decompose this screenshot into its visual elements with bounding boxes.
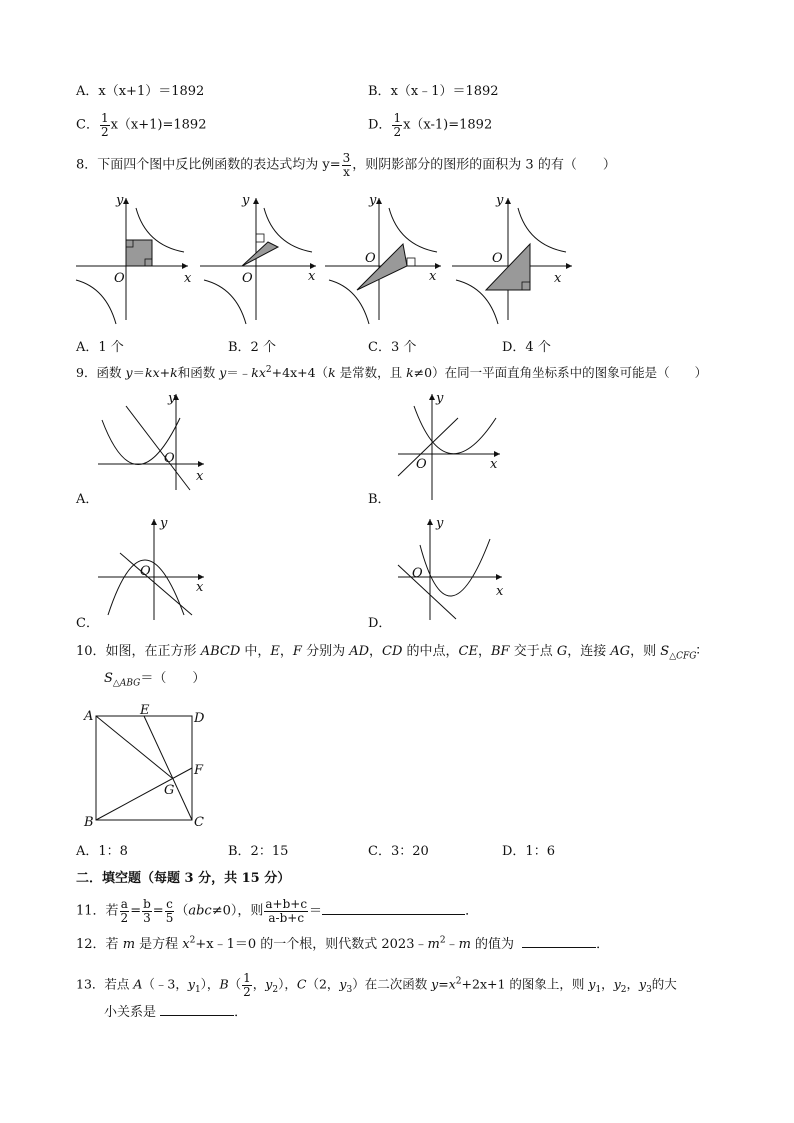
q8-g4-x-label: x bbox=[554, 271, 562, 286]
q7-option-d: D． $\frac{1}{2}$ x（x-1)=1892 bbox=[368, 111, 493, 139]
q9-ga-y-label: y bbox=[168, 391, 176, 406]
q9-gc-x-label: x bbox=[196, 580, 204, 595]
q9-gd-y-label: y bbox=[436, 516, 444, 531]
q13-stem-line2: 小关系是 ． bbox=[104, 1005, 248, 1020]
q8-option-a: A．1 个 bbox=[76, 340, 124, 355]
q10-square-figure bbox=[82, 702, 212, 832]
q9-ga-origin-label: O bbox=[164, 451, 175, 466]
q12-answer-blank[interactable] bbox=[522, 947, 596, 948]
q10-option-d: D．1：6 bbox=[502, 844, 555, 859]
q13-stem-line1: 13．若点 A（﹣3，$y_1$），B（ $\frac{1}{2}$ ，$y_2$），C（2，$y_3$）在二次函数 $y=x^2+2x+1$ 的图象上，则 $y_1$，$y_2$，$y_3$的大 bbox=[76, 971, 677, 999]
q7-option-b: B．x（x﹣1）＝1892 bbox=[368, 84, 499, 99]
q9-gb-x-label: x bbox=[490, 457, 498, 472]
q7-option-a: A．x（x+1）＝1892 bbox=[76, 84, 205, 99]
q13-answer-blank[interactable] bbox=[160, 1015, 234, 1016]
q8-g2-y-label: y bbox=[242, 193, 250, 208]
section-fill-in-title: 二．填空题（每题 3 分，共 15 分） bbox=[76, 871, 291, 886]
q10-option-b: B．2：15 bbox=[228, 844, 289, 859]
q8-g1-y-label: y bbox=[116, 193, 124, 208]
q9-ga-x-label: x bbox=[196, 469, 204, 484]
q8-graph-3 bbox=[325, 190, 450, 325]
q9-graph-d bbox=[396, 515, 516, 620]
q8-stem: 8．下面四个图中反比例函数的表达式均为 y= $\frac{3}{x}$ ，则阴影部分的图形的面积为 3 的有（ ） bbox=[76, 151, 616, 179]
q8-g4-y-label: y bbox=[496, 193, 504, 208]
q11-answer-blank[interactable] bbox=[322, 914, 465, 915]
q8-g3-origin-label: O bbox=[365, 251, 376, 266]
q9-label-d: D． bbox=[368, 616, 392, 631]
q8-option-c: C．3 个 bbox=[368, 340, 417, 355]
q10-option-c: C．3：20 bbox=[368, 844, 429, 859]
q10-point-a: A bbox=[84, 709, 94, 724]
q9-gb-origin-label: O bbox=[416, 457, 427, 472]
q10-point-b: B bbox=[84, 815, 94, 830]
q10-point-c: C bbox=[194, 815, 204, 830]
q8-graph-1 bbox=[76, 190, 196, 325]
q8-graph-2 bbox=[200, 190, 325, 325]
q8-g2-origin-label: O bbox=[242, 271, 253, 286]
q8-g4-origin-label: O bbox=[492, 251, 503, 266]
q9-gd-x-label: x bbox=[496, 584, 504, 599]
q9-gc-y-label: y bbox=[160, 516, 168, 531]
q8-g2-x-label: x bbox=[308, 269, 316, 284]
q9-stem: 9．函数 y＝kx+k和函数 $y=﹣kx^2+4x+4(k$ 是常数，且 k≠0）在同一平面直角坐标系中的图象可能是（ ） bbox=[76, 364, 708, 380]
q10-point-d: D bbox=[194, 711, 205, 726]
q9-graph-c bbox=[96, 515, 216, 620]
q10-option-a: A．1：8 bbox=[76, 844, 128, 859]
q9-gd-origin-label: O bbox=[412, 566, 423, 581]
q8-graph-4 bbox=[452, 190, 582, 325]
q10-stem-line1: 10．如图，在正方形 ABCD 中，E，F 分别为 AD，CD 的中点，CE，BF 交于点 G，连接 AG，则 $S_{\triangle CFG}∶$ bbox=[76, 644, 700, 662]
q7-option-c: C． $\frac{1}{2}$ x（x+1)=1892 bbox=[76, 111, 207, 139]
q12-stem: 12．若 m 是方程 $x^2+x﹣1=0$ 的一个根，则代数式 $2023﹣m^2﹣m$ 的值为 ． bbox=[76, 935, 610, 952]
q8-g3-y-label: y bbox=[369, 193, 377, 208]
q9-label-b: B． bbox=[368, 492, 391, 507]
q10-stem-line2: $S_{\triangle ABG}=$（ ） bbox=[104, 671, 206, 689]
q8-g3-x-label: x bbox=[429, 269, 437, 284]
q9-label-c: C． bbox=[76, 616, 99, 631]
q10-point-g: G bbox=[164, 783, 175, 798]
q8-g1-x-label: x bbox=[184, 271, 192, 286]
q11-stem: 11．若 $\frac{a}{2}$ = $\frac{b}{3}$ = $\frac{c}{5}$ （abc≠0），则 $\frac{a+b+c}{a-b+c}$ ＝ ． bbox=[76, 897, 479, 925]
q10-point-f: F bbox=[194, 763, 204, 778]
q10-point-e: E bbox=[140, 703, 150, 718]
q8-option-b: B．2 个 bbox=[228, 340, 276, 355]
q9-gb-y-label: y bbox=[436, 391, 444, 406]
q8-option-d: D．4 个 bbox=[502, 340, 551, 355]
q9-graph-b bbox=[396, 390, 516, 500]
q9-gc-origin-label: O bbox=[140, 564, 151, 579]
q8-g1-origin-label: O bbox=[114, 271, 125, 286]
q9-graph-a bbox=[96, 390, 216, 490]
q9-label-a: A． bbox=[76, 492, 99, 507]
